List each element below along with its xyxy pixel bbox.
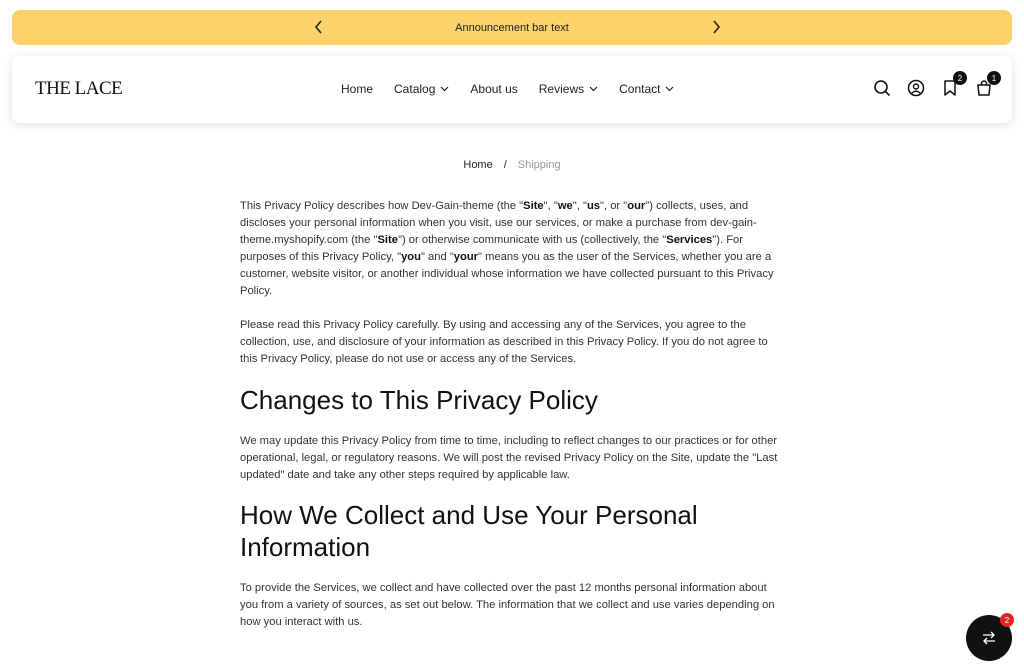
logo[interactable]: THE LACE bbox=[35, 78, 123, 99]
wishlist-count-badge: 2 bbox=[953, 71, 967, 85]
chevron-down-icon bbox=[589, 86, 598, 92]
cart-count-badge: 1 bbox=[987, 71, 1001, 85]
nav-home-label: Home bbox=[341, 82, 374, 96]
nav-catalog[interactable] bbox=[394, 82, 449, 96]
nav-catalog-label: Catalog bbox=[394, 82, 436, 96]
nav-home[interactable] bbox=[341, 82, 373, 96]
wishlist-button[interactable] bbox=[941, 73, 963, 97]
breadcrumb bbox=[0, 159, 1024, 171]
heading-collect-and-use: How We Collect and Use Your Personal Information bbox=[240, 500, 698, 562]
chevron-left-icon bbox=[314, 20, 324, 34]
account-button[interactable] bbox=[907, 79, 925, 97]
cart-button[interactable] bbox=[975, 73, 997, 97]
compare-floating-button[interactable] bbox=[966, 615, 1012, 661]
nav-contact[interactable] bbox=[619, 82, 674, 96]
nav-about-us[interactable] bbox=[470, 82, 517, 96]
announcement-prev-button[interactable] bbox=[310, 18, 328, 36]
breadcrumb-current: Shipping bbox=[517, 159, 561, 171]
compare-count-badge: 2 bbox=[1000, 613, 1014, 627]
policy-content bbox=[240, 198, 785, 631]
breadcrumb-home-link[interactable]: Home bbox=[463, 159, 493, 171]
search-icon bbox=[873, 79, 891, 97]
policy-intro-paragraph: This Privacy Policy describes how Dev-Gain-theme (the "Site", "we", "us", or "our") collects, uses, and discloses your personal information when you visit, use our services, or make a purchase from dev-gain-theme.myshopify.com (the "Site") or otherwise communicate with us (collectively, the "Services"). For purposes of this Privacy Policy, "you" and "your" means you as the user of the Services, whether you are a customer, website visitor, or another individual whose information we have collected pursuant to this Privacy Policy. bbox=[240, 200, 774, 297]
heading-changes-to-policy: Changes to This Privacy Policy bbox=[240, 385, 598, 415]
breadcrumb-separator: / bbox=[503, 159, 507, 171]
main-nav bbox=[341, 82, 695, 96]
user-icon bbox=[907, 79, 925, 97]
policy-collect-paragraph: To provide the Services, we collect and have collected over the past 12 months personal information about you from a variety of sources, as set out below. The information that we collect and use varies depending on how you interact with us. bbox=[240, 582, 775, 628]
nav-reviews-label: Reviews bbox=[538, 82, 585, 96]
nav-reviews[interactable] bbox=[539, 82, 598, 96]
site-header bbox=[12, 56, 1012, 123]
swap-arrows-icon bbox=[981, 631, 997, 645]
policy-changes-paragraph: We may update this Privacy Policy from time to time, including to reflect changes to our practices or for other operational, legal, or regulatory reasons. We will post the revised Privacy Policy on the Site, update the "Last updated" date and take any other steps required by applicable law. bbox=[240, 435, 778, 481]
header-icons bbox=[857, 73, 997, 97]
nav-about-us-label: About us bbox=[470, 82, 518, 96]
nav-contact-label: Contact bbox=[619, 82, 661, 96]
chevron-down-icon bbox=[440, 86, 449, 92]
announcement-text: Announcement bar text bbox=[455, 21, 569, 34]
search-button[interactable] bbox=[873, 79, 891, 97]
chevron-right-icon bbox=[711, 20, 721, 34]
announcement-bar bbox=[12, 10, 1012, 45]
announcement-next-button[interactable] bbox=[707, 18, 725, 36]
policy-read-carefully-paragraph: Please read this Privacy Policy carefully. By using and accessing any of the Services, you agree to the collection, use, and disclosure of your information as described in this Privacy Policy. If you do not agree to this Privacy Policy, please do not use or access any of the Services. bbox=[240, 319, 768, 365]
chevron-down-icon bbox=[665, 86, 674, 92]
